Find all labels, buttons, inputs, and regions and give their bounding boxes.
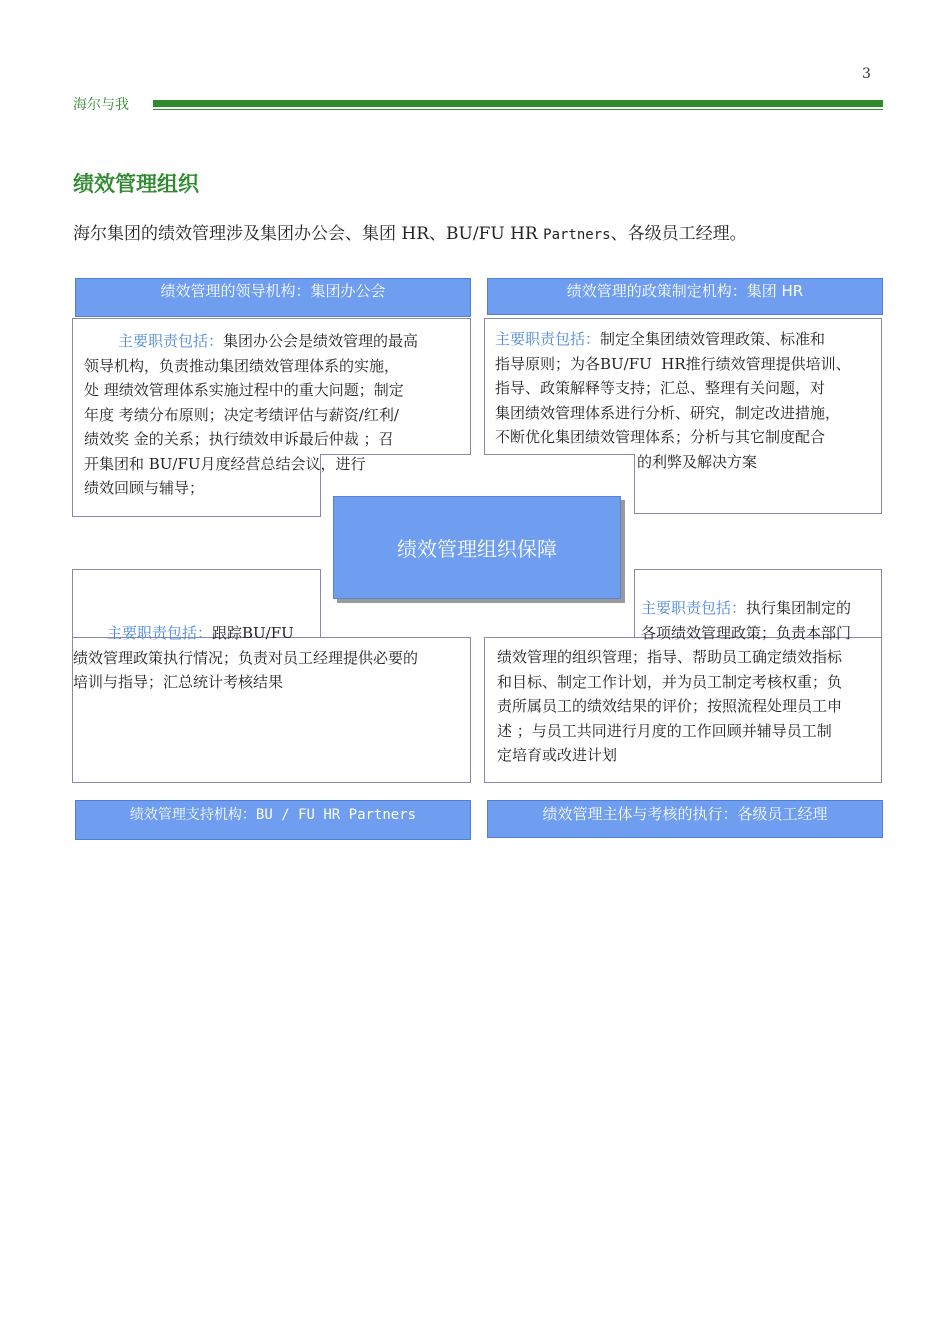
support-heading: 主要职责包括： [107, 624, 213, 642]
support-line: 培训与指导；汇总统计考核结果 [73, 673, 284, 691]
leadership-line: 绩效回顾与辅导； [84, 479, 205, 497]
managers-line: 执行集团制定的 [746, 599, 852, 617]
managers-text-top [641, 596, 851, 645]
leadership-line: 领导机构，负责推动集团绩效管理体系的实施， [84, 356, 400, 375]
policy-line: 不断优化集团绩效管理体系；分析与其它制度配合 [495, 428, 826, 446]
intro-mono: Partners [543, 227, 611, 243]
support-label: 绩效管理支持机构：BU / FU HR Partners [75, 800, 471, 840]
intro-prefix: 海尔集团的绩效管理涉及集团办公会、集团 HR、BU/FU HR [73, 224, 544, 244]
leadership-heading: 主要职责包括： [118, 332, 224, 350]
leadership-line: 年度 考绩分布原则；决定考绩评估与薪资/红利/ [84, 405, 399, 424]
leadership-line: 集团办公会是绩效管理的最高 [223, 332, 419, 350]
managers-text-bottom [497, 645, 842, 768]
policy-heading: 主要职责包括： [495, 330, 601, 348]
managers-line: 责所属员工的绩效结果的评价；按照流程处理员工申 [497, 697, 843, 715]
leadership-line: 处 理绩效管理体系实施过程中的重大问题；制定 [84, 381, 404, 399]
section-title: 绩效管理组织 [73, 172, 199, 196]
support-line: 绩效管理政策执行情况；负责对员工经理提供必要的 [73, 648, 419, 667]
leadership-text [84, 329, 418, 501]
leadership-line: 开集团和 BU/FU月度经营总结会议，进行 [84, 454, 366, 473]
policy-line: 集团绩效管理体系进行分析、研究，制定改进措施， [495, 403, 841, 422]
managers-line: 定培育或改进计划 [497, 746, 618, 764]
policy-label: 绩效管理的政策制定机构：集团 HR [487, 278, 883, 315]
leadership-label: 绩效管理的领导机构：集团办公会 [75, 278, 471, 317]
support-text [73, 621, 418, 695]
managers-heading: 主要职责包括： [641, 599, 747, 617]
intro-suffix: 、各级员工经理。 [610, 224, 747, 244]
policy-line: 指导、政策解释等支持；汇总、整理有关问题，对 [495, 379, 826, 397]
header-title: 海尔与我 [73, 97, 129, 113]
intro-paragraph [73, 219, 747, 244]
policy-line: 指导原则；为各BU/FU HR推行绩效管理提供培训、 [495, 354, 851, 373]
managers-label: 绩效管理主体与考核的执行：各级员工经理 [487, 800, 883, 838]
managers-line: 和目标、制定工作计划，并为员工制定考核权重；负 [497, 672, 843, 691]
managers-line: 述 ；与员工共同进行月度的工作回顾并辅导员工制 [497, 721, 832, 740]
header-rule-thin [153, 109, 883, 110]
policy-line: 的利弊及解决方案 [637, 452, 758, 471]
page-number: 3 [862, 66, 871, 82]
managers-line: 各项绩效管理政策；负责本部门 [641, 623, 852, 642]
header-rule [153, 100, 883, 107]
leadership-line: 绩效奖 金的关系；执行绩效申诉最后仲裁 ；召 [84, 430, 394, 448]
support-line: 跟踪BU/FU [212, 624, 294, 642]
policy-text [495, 327, 851, 474]
center-label: 绩效管理组织保障 [397, 537, 557, 561]
managers-line: 绩效管理的组织管理；指导、帮助员工确定绩效指标 [497, 648, 843, 666]
center-box [333, 496, 621, 599]
policy-line: 制定全集团绩效管理政策、标准和 [600, 330, 826, 348]
